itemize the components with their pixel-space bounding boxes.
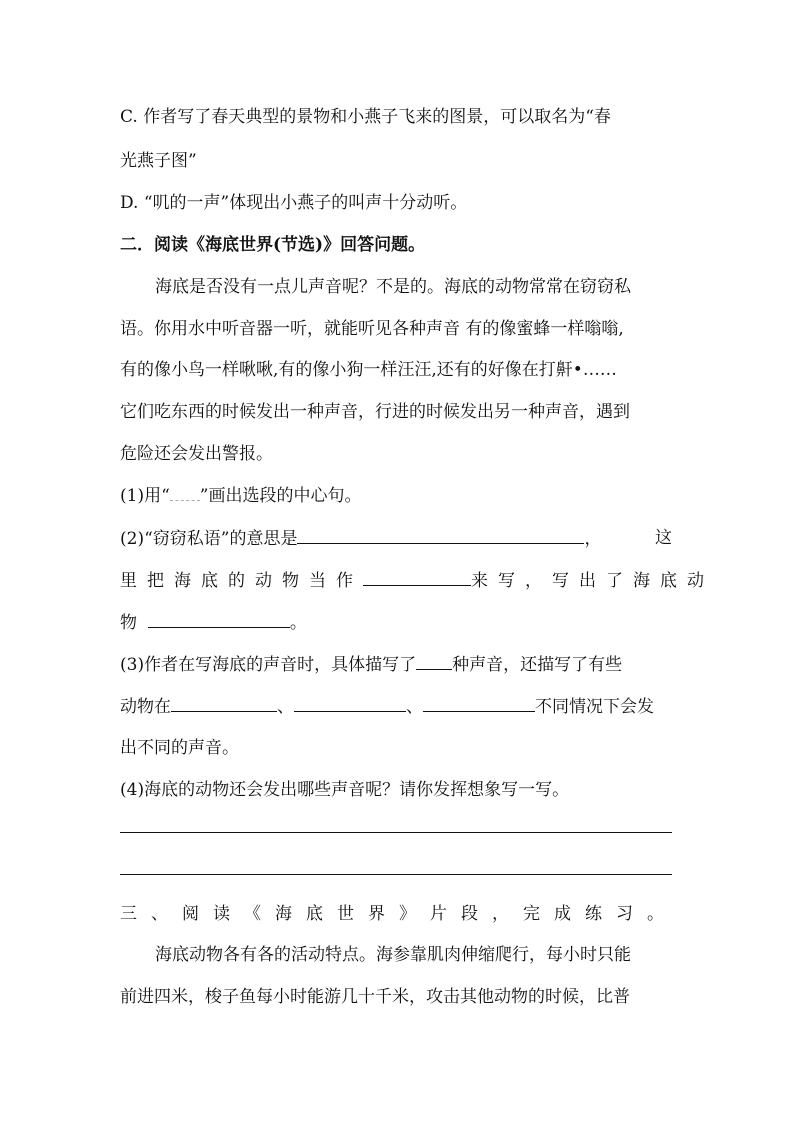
q2-this: 这 [655,528,672,548]
q3-c: 动物在 [120,697,171,717]
q3-sep-2: 、 [406,697,423,717]
option-c-line-1: C. 作者写了春天典型的景物和小燕子飞来的图景，可以取名为“春 [120,107,611,127]
answer-line-1[interactable] [120,832,672,833]
passage-line-5: 危险还会发出警报。 [120,444,273,464]
q2-line2-a: 里把海底的动物当作 [120,571,363,591]
q3-a: (3)作者在写海底的声音时，具体描写了 [120,655,417,675]
question-4: (4)海底的动物还会发出哪些声音呢？请你发挥想象写一写。 [120,780,570,800]
q2-prefix: (2)“窃窃私语”的意思是 [120,529,298,549]
section-2-heading: 二．阅读《海底世界(节选)》回答问题。 [120,235,426,255]
question-3-line-2 [120,695,654,718]
situation-blank-2[interactable] [294,695,406,712]
description-blank[interactable] [148,611,290,628]
answer-line-2[interactable] [120,874,672,875]
option-d-line: D. “叽的一声”体现出小燕子的叫声十分动听。 [120,193,468,213]
q3-sep-1: 、 [277,697,294,717]
question-2-line-1 [120,527,672,550]
section-3-passage-line-2: 前进四米，梭子鱼每小时能游几十千米，攻击其他动物的时候，比普 [120,987,630,1007]
question-1 [120,485,361,507]
q3-d: 不同情况下会发 [535,697,654,717]
passage-line-1: 海底是否没有一点儿声音呢？不是的。海底的动物常常在窃窃私 [155,277,631,297]
treated-as-blank[interactable] [363,569,471,586]
passage-line-2: 语。你用水中听音器一听，就能听见各种声音 有的像蜜蜂一样嗡嗡, [120,319,624,339]
passage-line-3: 有的像小鸟一样啾啾,有的像小狗一样汪汪,还有的好像在打鼾•…… [120,360,617,380]
passage-line-4: 它们吃东西的时候发出一种声音，行进的时候发出另一种声音，遇到 [120,402,630,422]
question-2-line-3 [120,611,307,634]
q3-b: 种声音，还描写了有些 [452,655,623,675]
meaning-answer-blank[interactable] [297,527,584,544]
section-3-heading: 三、阅读《海底世界》片段，完成练习。 [120,904,678,924]
q2-line3-b: 。 [289,613,307,633]
option-c-line-2: 光燕子图” [120,151,197,171]
wavy-line-mark [170,492,200,501]
situation-blank-3[interactable] [423,695,535,712]
question-3-line-1 [120,653,622,676]
q2-comma: ， [584,529,602,549]
q2-line2-b: 来写，写出了海底动 [471,571,714,591]
question-3-line-3: 出不同的声音。 [120,738,239,758]
q1-suffix: ”画出选段的中心句。 [199,486,362,506]
situation-blank-1[interactable] [171,695,277,712]
section-3-passage-line-1: 海底动物各有各的活动特点。海参靠肌肉伸缩爬行，每小时只能 [155,945,631,965]
q2-line3-a: 物 [120,613,137,633]
question-2-line-2 [120,569,714,592]
q1-prefix: (1)用“ [120,486,170,506]
sound-count-blank[interactable] [416,653,452,670]
